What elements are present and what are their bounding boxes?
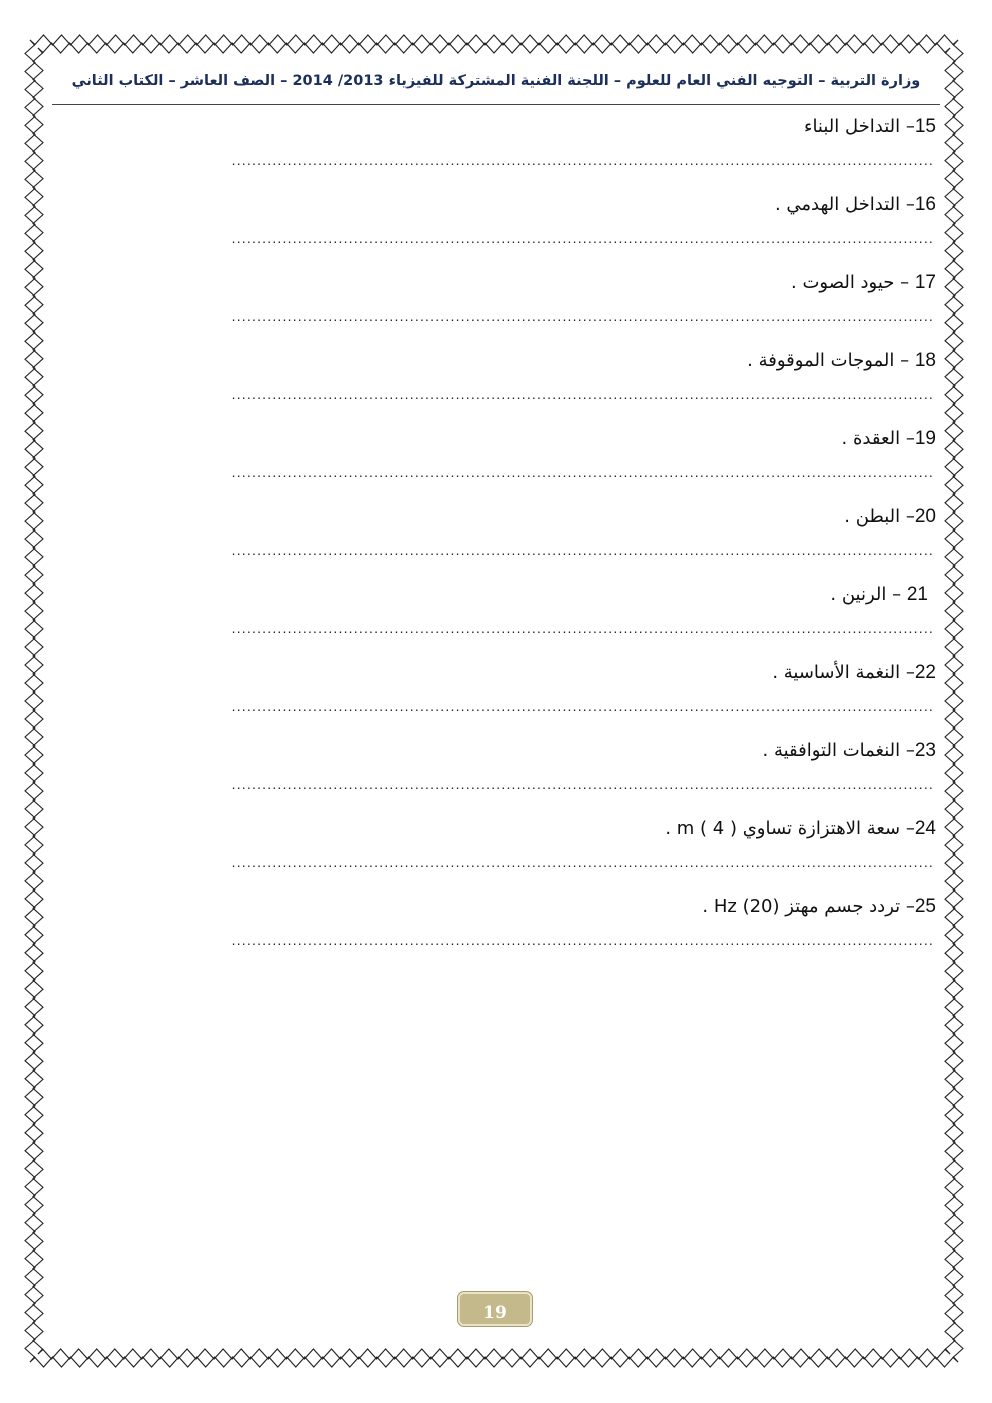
question-label: 16– التداخل الهدمي . (774, 194, 936, 215)
answer-line: .......................................................................................................................................... (231, 230, 934, 246)
question-item (80, 346, 938, 424)
answer-line: .......................................................................................................................................... (231, 464, 934, 480)
answer-line: .......................................................................................................................................... (231, 386, 934, 402)
question-item (80, 814, 938, 892)
question-label: 19– العقدة . (841, 428, 936, 449)
question-label: 23– النغمات التوافقية . (762, 740, 936, 761)
page-header: وزارة التربية – التوجيه الفني العام للعلوم – اللجنة الفنية المشتركة للفيزياء 2013/ 2014 – الصف العاشر – الكتاب الثاني (71, 73, 921, 89)
question-item (80, 268, 938, 346)
question-label: 24– سعة الاهتزازة تساوي m ( 4 ) . (665, 818, 936, 839)
question-item (80, 502, 938, 580)
header-divider (52, 104, 940, 105)
answer-line: .......................................................................................................................................... (231, 308, 934, 324)
question-label: 18 – الموجات الموقوفة . (747, 350, 936, 371)
question-item (80, 658, 938, 736)
question-item (80, 736, 938, 814)
answer-line: .......................................................................................................................................... (231, 776, 934, 792)
answer-line: .......................................................................................................................................... (231, 542, 934, 558)
page-number: 19 (483, 1303, 507, 1323)
answer-line: .......................................................................................................................................... (231, 620, 934, 636)
question-label: 20– البطن . (844, 506, 936, 527)
answer-line: .......................................................................................................................................... (231, 152, 934, 168)
question-list (80, 112, 938, 970)
question-item (80, 892, 938, 970)
answer-line: .......................................................................................................................................... (231, 854, 934, 870)
question-item (80, 580, 938, 658)
answer-line: .......................................................................................................................................... (231, 932, 934, 948)
page-number-badge (458, 1292, 532, 1326)
question-item (80, 424, 938, 502)
question-item (80, 190, 938, 268)
question-label: 17 – حيود الصوت . (791, 272, 936, 293)
question-item (80, 112, 938, 190)
question-label: 15– التداخل البناء (803, 116, 936, 137)
answer-line: .......................................................................................................................................... (231, 698, 934, 714)
question-label: 21 – الرنين . (830, 584, 928, 605)
question-label: 22– النغمة الأساسية . (772, 662, 936, 683)
question-label: 25– تردد جسم مهتز Hz (20) . (702, 896, 936, 917)
